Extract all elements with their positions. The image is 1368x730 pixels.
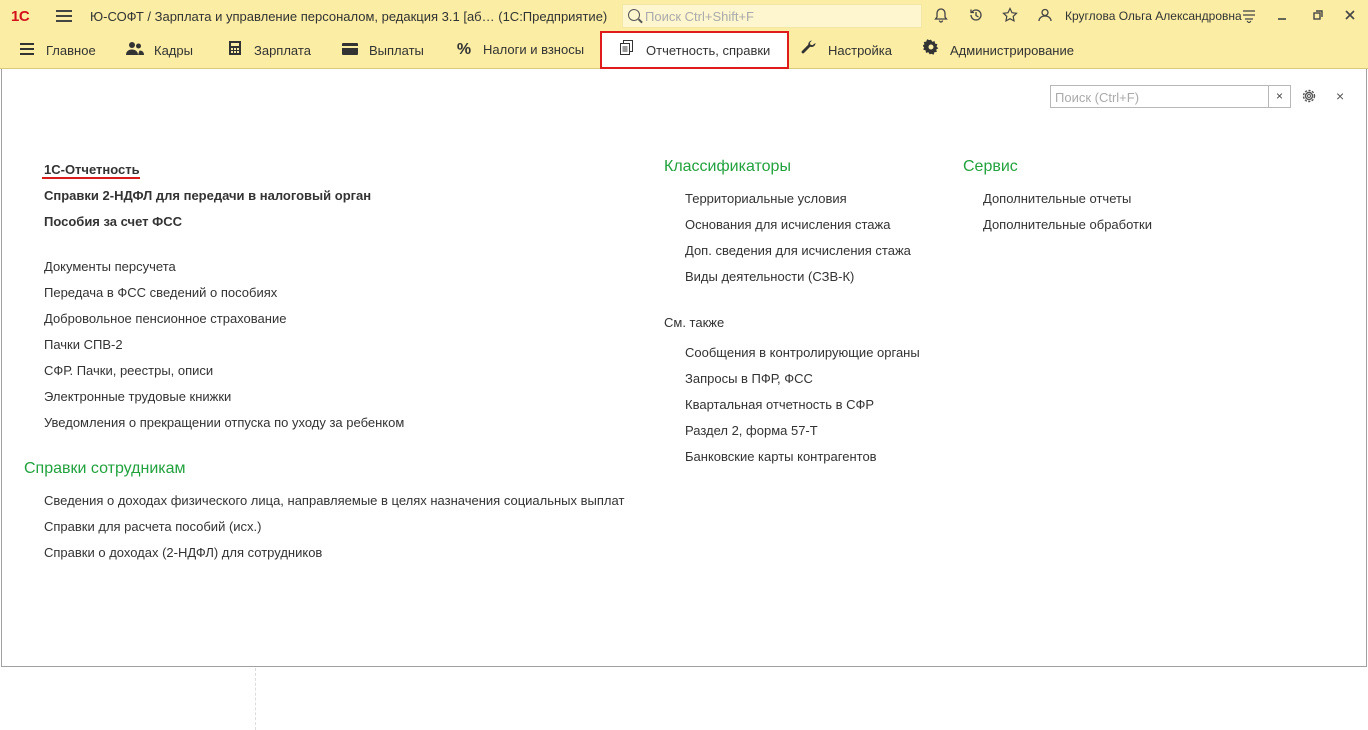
user-name[interactable]: Круглова Ольга Александровна: [1065, 9, 1242, 23]
section-taxes[interactable]: [455, 32, 584, 68]
main-menu-icon[interactable]: [56, 8, 72, 24]
section-personnel[interactable]: [126, 32, 193, 68]
menu-icon: [18, 32, 36, 68]
close-window-icon[interactable]: [1341, 7, 1359, 25]
section-label: Кадры: [154, 43, 193, 58]
app-title: Ю-СОФТ / Зарплата и управление персоналом, редакция 3.1 [аб… (1С:Предприятие): [90, 9, 608, 24]
link-e-workbooks[interactable]: Электронные трудовые книжки: [44, 389, 232, 404]
link-territorial-conditions[interactable]: Территориальные условия: [685, 191, 847, 206]
section-label: Главное: [46, 43, 96, 58]
wrench-icon: [800, 32, 818, 68]
search-icon: [628, 9, 640, 21]
panel-search-input[interactable]: [1051, 86, 1259, 109]
percent-icon: %: [456, 41, 472, 58]
link-sfr-packs[interactable]: СФР. Пачки, реестры, описи: [44, 363, 214, 378]
panel-settings-icon[interactable]: [1300, 87, 1318, 110]
panel-search[interactable]: [1050, 85, 1269, 108]
people-icon: [126, 32, 144, 68]
section-label: Зарплата: [254, 43, 311, 58]
section-label: Настройка: [828, 43, 892, 58]
section-label: Выплаты: [369, 43, 424, 58]
restore-icon[interactable]: [1309, 7, 1327, 25]
link-income-info[interactable]: Сведения о доходах физического лица, направляемые в целях назначения социальных выплат: [44, 493, 625, 508]
label-see-also: См. также: [664, 315, 725, 330]
global-search[interactable]: [622, 4, 922, 28]
link-additional-processing[interactable]: Дополнительные обработки: [983, 217, 1152, 232]
section-settings[interactable]: [800, 32, 892, 68]
history-icon[interactable]: [967, 7, 985, 25]
highlight-underline: [42, 177, 140, 179]
link-2ndfl-employees[interactable]: Справки о доходах (2-НДФЛ) для сотрудников: [44, 545, 323, 560]
link-additional-reports[interactable]: Дополнительные отчеты: [983, 191, 1132, 206]
minimize-icon[interactable]: [1273, 7, 1291, 25]
panel-close-button[interactable]: ×: [1336, 88, 1345, 104]
link-pfr-fss-requests[interactable]: Запросы в ПФР, ФСС: [685, 371, 813, 386]
wallet-icon: [341, 32, 359, 68]
header-service: Сервис: [963, 158, 1018, 175]
settings-sliders-icon[interactable]: [1240, 7, 1258, 25]
header-employee-certificates: Справки сотрудникам: [24, 460, 186, 477]
section-salary[interactable]: [226, 32, 311, 68]
link-fss-benefits[interactable]: Пособия за счет ФСС: [44, 214, 182, 229]
link-activity-types[interactable]: Виды деятельности (СЗВ-К): [685, 269, 855, 284]
documents-icon: [618, 33, 636, 67]
link-leave-notices[interactable]: Уведомления о прекращении отпуска по уходу за ребенком: [44, 415, 405, 430]
header-classifiers: Классификаторы: [664, 158, 791, 175]
link-2ndfl-tax[interactable]: Справки 2-НДФЛ для передачи в налоговый орган: [44, 188, 372, 203]
section-administration[interactable]: [922, 32, 1074, 68]
title-bar: [0, 0, 1368, 32]
section-main[interactable]: [18, 32, 96, 68]
bell-icon[interactable]: [932, 7, 950, 25]
section-panel: [0, 32, 1368, 69]
link-voluntary-pension[interactable]: Добровольное пенсионное страхование: [44, 311, 287, 326]
global-search-input[interactable]: [645, 8, 915, 24]
link-form-57t[interactable]: Раздел 2, форма 57-Т: [685, 423, 818, 438]
section-label: Налоги и взносы: [483, 42, 585, 57]
calculator-icon: [226, 32, 244, 68]
clear-search-button[interactable]: ×: [1268, 85, 1291, 108]
section-reports[interactable]: [600, 31, 789, 69]
link-messages-authorities[interactable]: Сообщения в контролирующие органы: [685, 345, 920, 360]
link-seniority-extra[interactable]: Доп. сведения для исчисления стажа: [685, 243, 911, 258]
section-label: Отчетность, справки: [646, 43, 771, 58]
section-payments[interactable]: [341, 32, 424, 68]
section-label: Администрирование: [950, 43, 1074, 58]
link-quarterly-sfr[interactable]: Квартальная отчетность в СФР: [685, 397, 875, 412]
link-personnel-docs[interactable]: Документы персучета: [44, 259, 176, 274]
link-seniority-grounds[interactable]: Основания для исчисления стажа: [685, 217, 891, 232]
link-1c-reporting[interactable]: 1С-Отчетность: [44, 162, 140, 177]
link-spv2-packs[interactable]: Пачки СПВ-2: [44, 337, 123, 352]
bottom-divider: [255, 668, 256, 730]
gear-icon: [922, 32, 940, 68]
star-icon[interactable]: [1001, 7, 1019, 25]
link-fss-transfer[interactable]: Передача в ФСС сведений о пособиях: [44, 285, 278, 300]
user-icon[interactable]: [1036, 7, 1054, 25]
1c-logo[interactable]: 1С: [11, 8, 30, 25]
link-bank-cards[interactable]: Банковские карты контрагентов: [685, 449, 877, 464]
link-benefit-certificates[interactable]: Справки для расчета пособий (исх.): [44, 519, 262, 534]
